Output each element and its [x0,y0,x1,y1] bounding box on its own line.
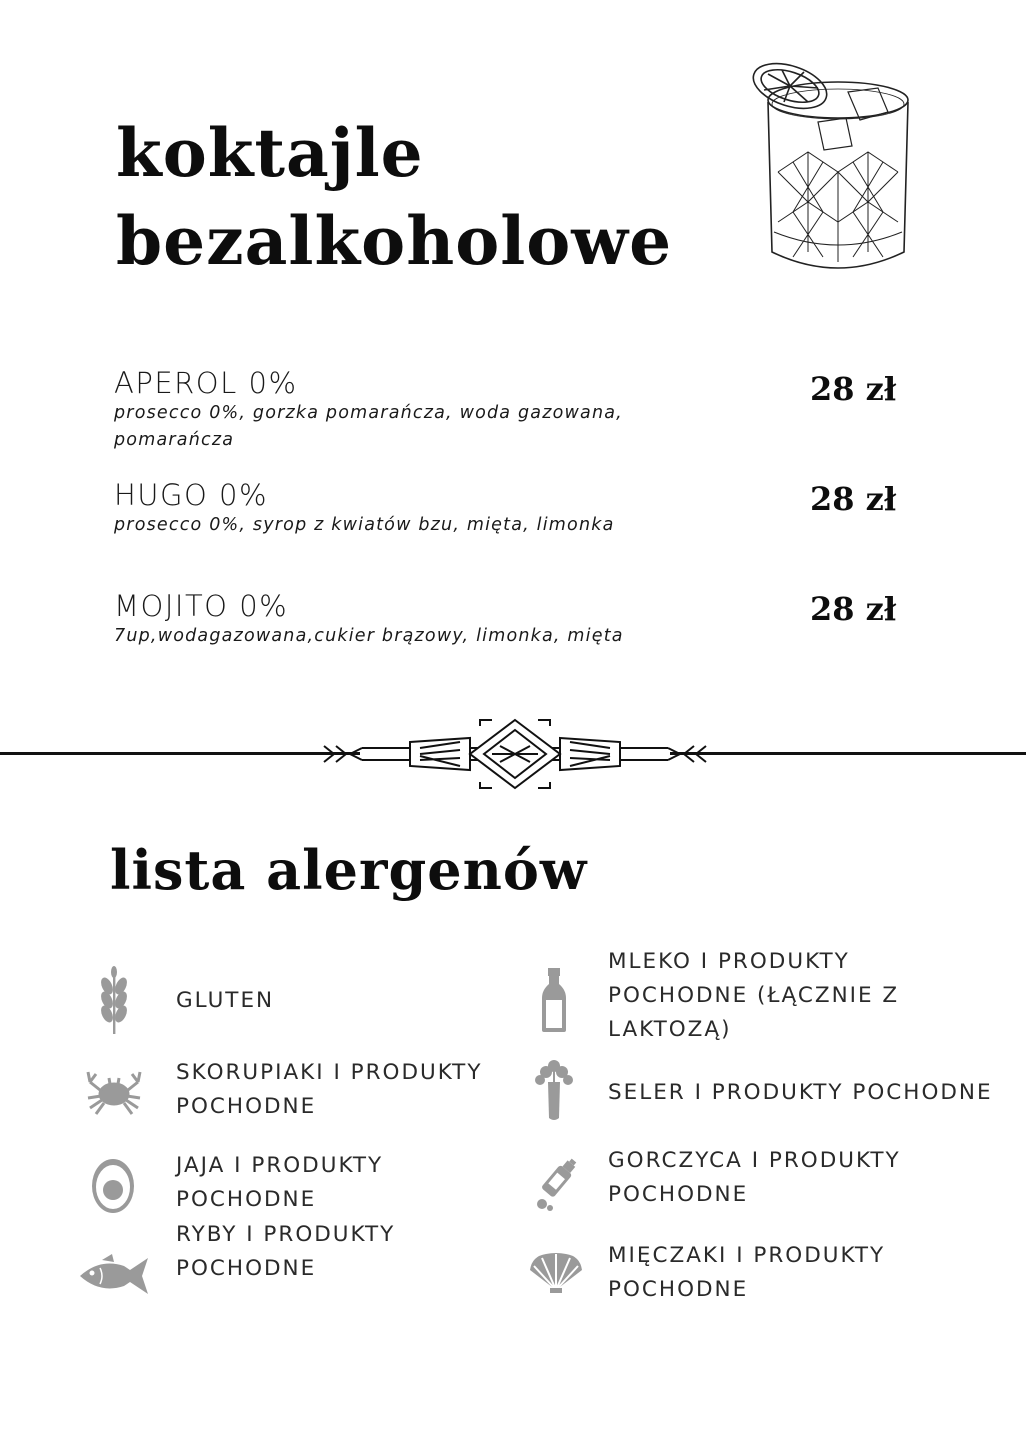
item-price: 28 zł [810,590,897,628]
allergen-label: GLUTEN [176,988,275,1013]
cocktail-glass-icon [748,62,918,287]
wheat-icon [100,966,128,1034]
allergen-label: SKORUPIAKI I PRODUKTY POCHODNE [176,1060,483,1119]
allergen-label: JAJA I PRODUKTY POCHODNE [176,1153,384,1212]
shell-icon [528,1252,584,1294]
celery-icon [532,1060,576,1122]
page-title-line-2: bezalkoholowe [116,202,673,280]
allergen-label: MLEKO I PRODUKTY POCHODNE (ŁĄCZNIE Z LAKTOZĄ) [608,949,900,1042]
allergen-label: RYBY I PRODUKTY POCHODNE [176,1222,396,1281]
art-deco-ornament-icon [320,716,710,792]
fish-icon [78,1254,150,1298]
menu-item [114,366,674,454]
menu-item [114,478,674,539]
item-description: 7up,wodagazowana,cukier brązowy, limonka, mięta [114,626,624,646]
item-name: MOJITO 0% [114,589,289,623]
allergen-label: SELER I PRODUKTY POCHODNE [608,1080,993,1105]
item-price: 28 zł [810,370,897,408]
page-title-line-1: koktajle [116,114,424,192]
crab-icon [84,1068,144,1116]
allergen-label: MIĘCZAKI I PRODUKTY POCHODNE [608,1243,886,1302]
allergen-label: GORCZYCA I PRODUKTY POCHODNE [608,1148,901,1207]
item-name: HUGO 0% [114,478,269,512]
item-name: APEROL 0% [114,366,298,400]
item-description: prosecco 0%, syrop z kwiatów bzu, mięta, limonka [114,515,615,535]
egg-icon [90,1154,136,1214]
item-description: prosecco 0%, gorzka pomarańcza, woda gazowana, pomarańcza [114,403,623,450]
menu-item [114,589,754,650]
mustard-icon [532,1154,580,1212]
item-price: 28 zł [810,480,897,518]
allergen-section-title: lista alergenów [110,838,588,902]
milk-bottle-icon [540,966,568,1034]
